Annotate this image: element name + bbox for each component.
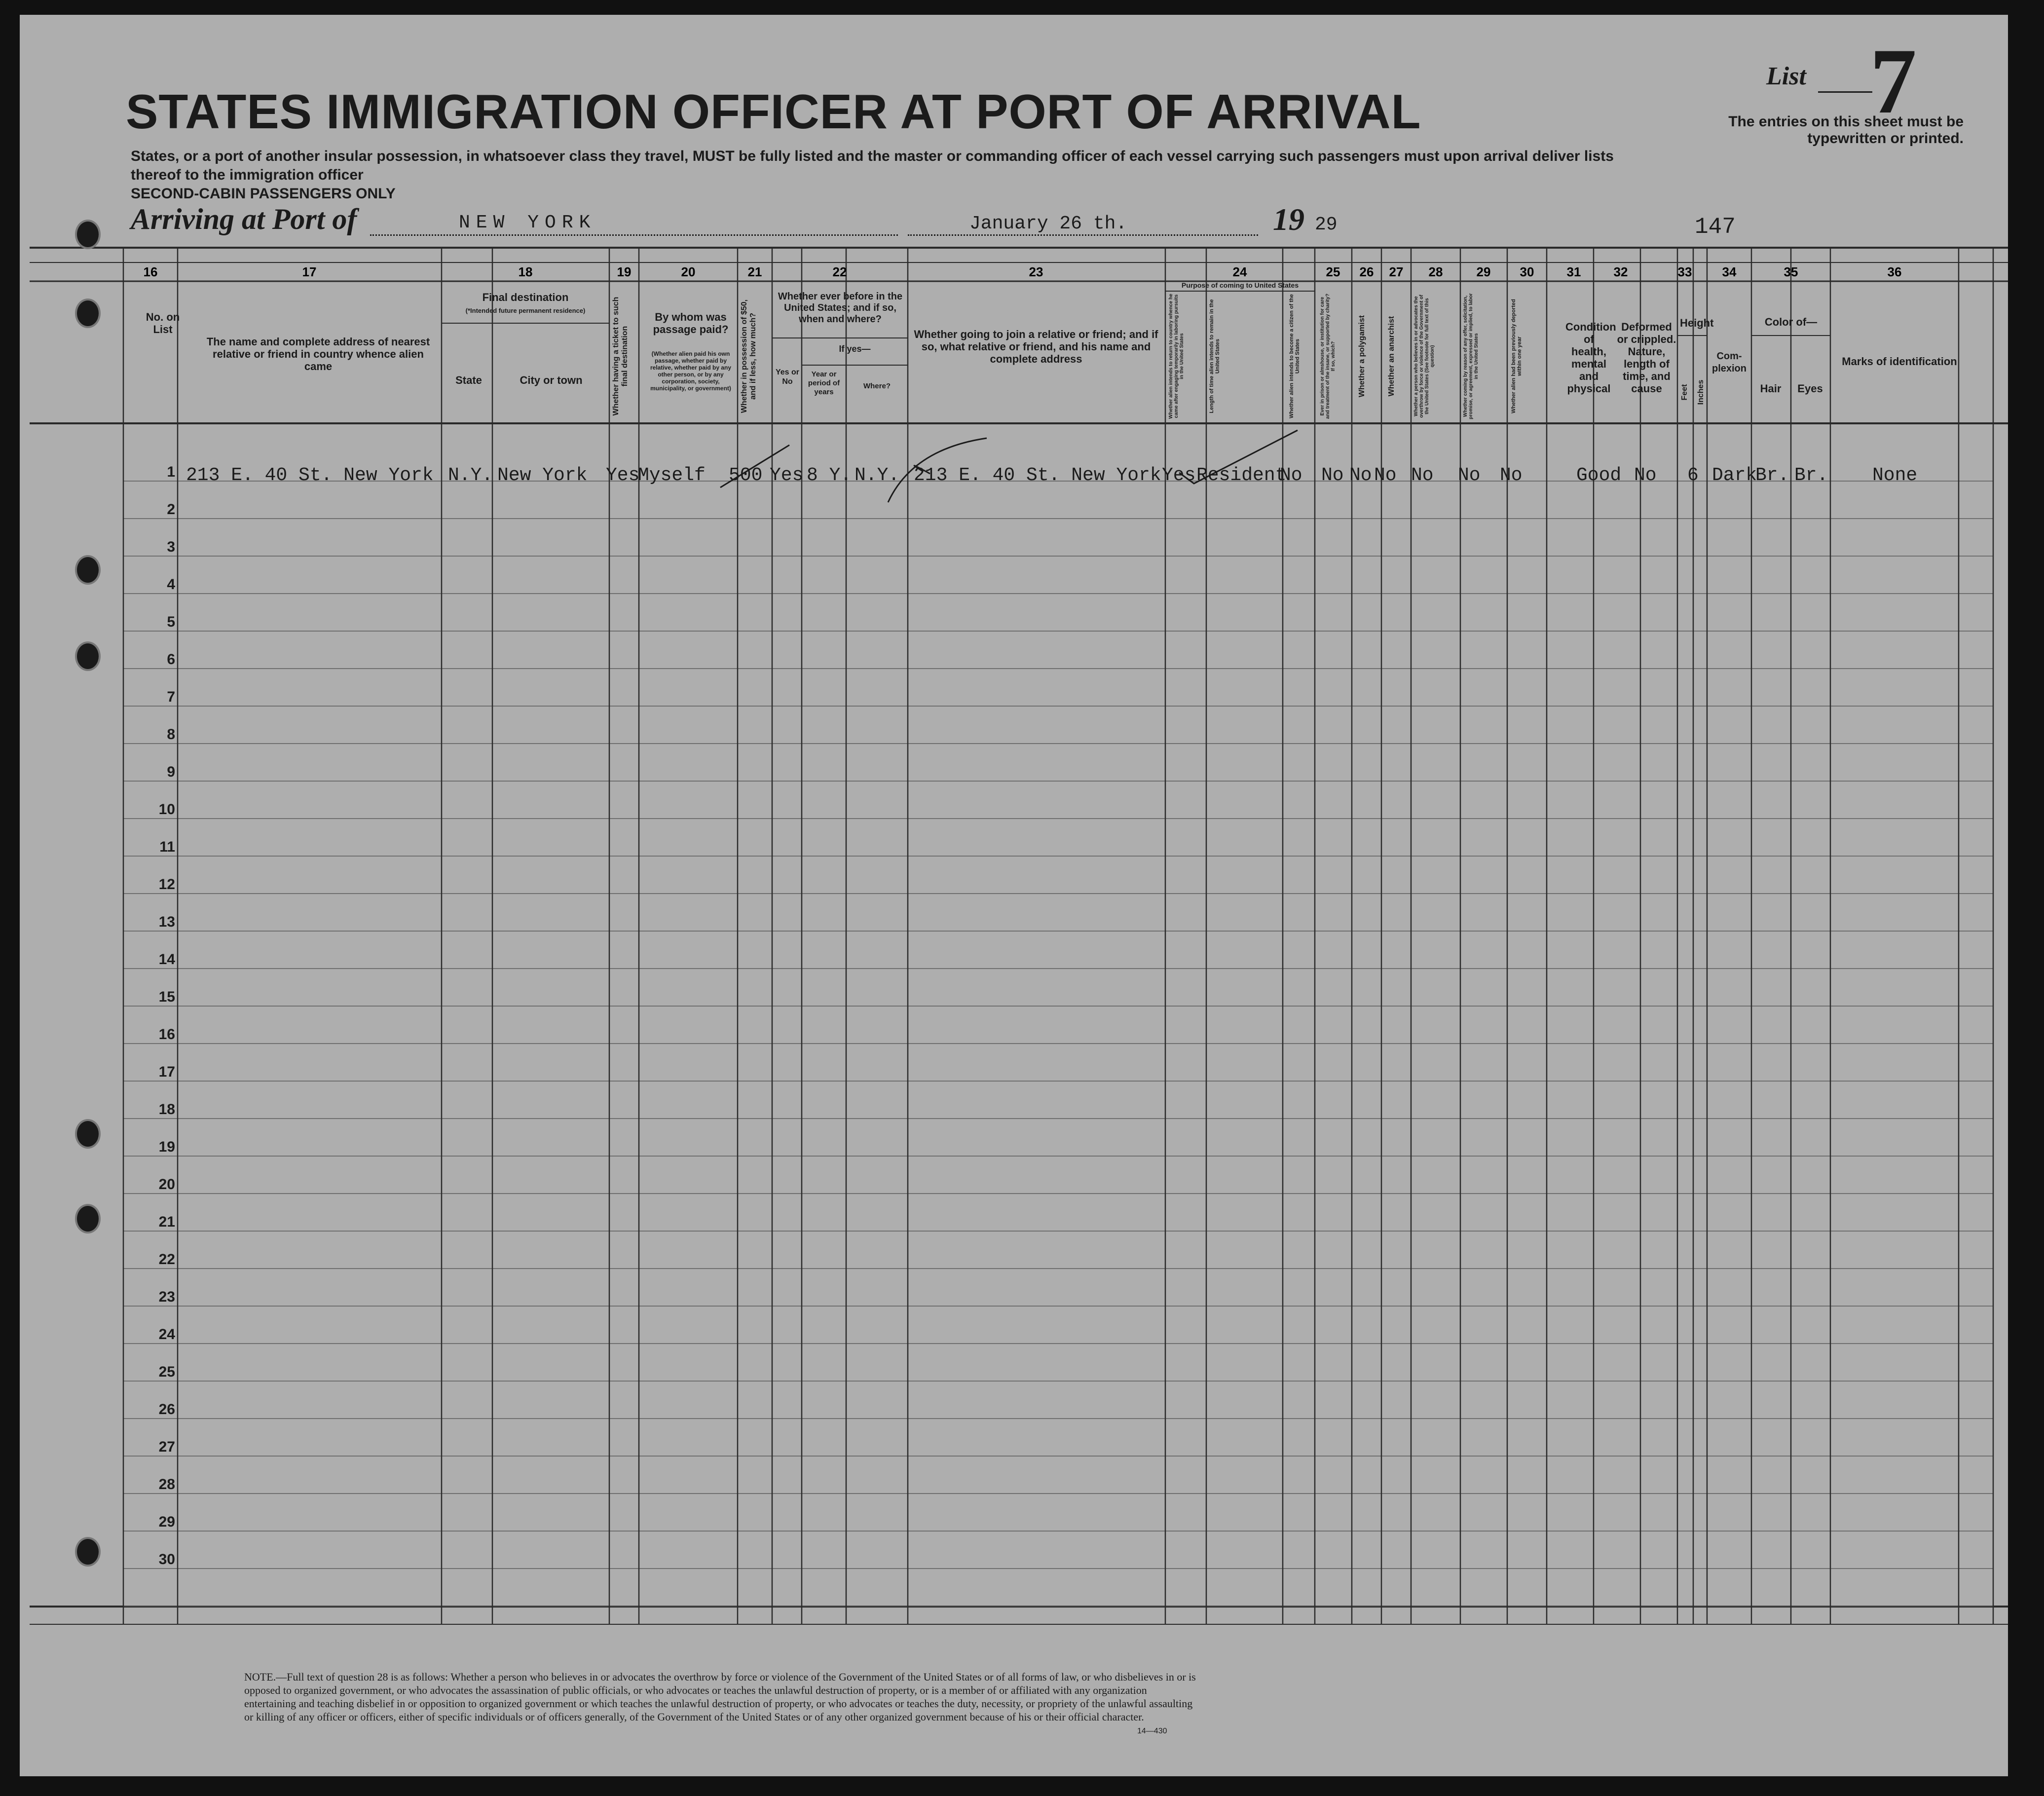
check-marks — [20, 15, 2008, 558]
column-number: 32 — [1613, 264, 1628, 279]
row-number: 7 — [167, 689, 175, 705]
header-yes-or-no: Yes or No — [775, 368, 800, 386]
column-number: 17 — [302, 264, 317, 279]
cell-purpose-length: Resident — [1196, 465, 1287, 486]
cell-ever-before: Yes — [770, 465, 804, 486]
header-purpose-citizen: Whether alien intends to become a citizen of the United States — [1289, 294, 1301, 418]
column-number: 27 — [1389, 264, 1404, 279]
year-value: 29 — [1315, 214, 1338, 235]
row-number: 14 — [158, 951, 175, 968]
row-number: 20 — [158, 1176, 175, 1193]
date-value: January 26 th. — [969, 213, 1127, 234]
binding-hole — [75, 299, 101, 328]
manifest-sheet — [20, 15, 2008, 1776]
header-join-relative: Whether going to join a relative or friend; and if so, what relative or friend, and his name and complete address — [914, 328, 1158, 365]
cell-ticket: Yes — [606, 465, 640, 486]
row-number: 4 — [167, 576, 175, 593]
cell-join-relative: 213 E. 40 St. New York — [914, 465, 1161, 486]
column-number: 29 — [1476, 264, 1491, 279]
row-number: 21 — [158, 1214, 175, 1230]
header-final-destination: Final destination — [482, 291, 569, 303]
column-number: 33 — [1677, 264, 1692, 279]
row-number: 26 — [158, 1401, 175, 1418]
header-polygamist: Whether a polygamist — [1358, 315, 1366, 398]
row-number: 29 — [158, 1514, 175, 1530]
cell-relative-address: 213 E. 40 St. New York — [186, 465, 434, 486]
header-inches: Inches — [1697, 379, 1705, 405]
cell-state: N.Y. — [448, 465, 493, 486]
row-number: 27 — [158, 1439, 175, 1455]
row-number: 9 — [167, 764, 175, 780]
header-city: City or town — [520, 374, 583, 386]
binding-hole — [75, 641, 101, 671]
row-number: 5 — [167, 614, 175, 630]
footnote: NOTE.—Full text of question 28 is as follows: Whether a person who believes in or advocates the overthrow by force or violence of the Government of the United States or of all forms of law, or who disbelieves in or is opposed to organized government, or who advocates the assassination of public officials, or who advocates or teaches the unlawful destruction of property, or is a member of or affiliated with any organization entertaining and teaching disbelief in or opposition to organized government or which teaches the unlawful destruction of property, or who advocates or teaches the duty, necessity, or propriety of the unlawful assaulting or killing of any officer or officers, either of specific individuals or of officers generally, of the Government of the United States or of any other organized government because of his or their official character. — [244, 1671, 1196, 1723]
list-note: The entries on this sheet must be typewritten or printed. — [1728, 113, 1964, 147]
header-feet: Feet — [1680, 384, 1689, 401]
column-number: 34 — [1722, 264, 1737, 279]
cell-deformed: No — [1634, 465, 1657, 486]
cell-polygamist: No — [1349, 465, 1372, 486]
header-passage-paid-note: (Whether alien paid his own passage, whether paid by relative, whether paid by any other person, or by any corporation, society, municipality, or government) — [650, 350, 732, 392]
row-number: 23 — [158, 1289, 175, 1305]
list-label: List — [1766, 62, 1806, 90]
row-number: 6 — [167, 651, 175, 668]
cell-complexion: Dark — [1712, 465, 1757, 486]
instruction-line-2: SECOND-CABIN PASSENGERS ONLY — [131, 186, 396, 202]
binding-hole — [75, 1537, 101, 1567]
header-state: State — [455, 374, 482, 386]
column-number: 26 — [1359, 264, 1374, 279]
column-number: 35 — [1784, 264, 1798, 279]
form-title: STATES IMMIGRATION OFFICER AT PORT OF ARRIVAL — [126, 84, 1421, 139]
cell-anarchist: No — [1374, 465, 1397, 486]
column-number: 20 — [681, 264, 696, 279]
header-relative-address: The name and complete address of nearest relative or friend in country whence alien came — [206, 336, 430, 373]
cell-health: Good — [1576, 465, 1622, 486]
cell-eyes: Br. — [1794, 465, 1828, 486]
column-number: 19 — [617, 264, 632, 279]
row-number: 2 — [167, 501, 175, 518]
list-number: 7 — [1870, 30, 1917, 133]
header-ever-before: Whether ever before in the United States; and if so, when and where? — [778, 291, 903, 325]
header-purpose-length: Length of time alien intends to remain in the United States — [1209, 299, 1221, 413]
column-number: 24 — [1232, 264, 1247, 279]
header-if-yes: If yes— — [839, 344, 871, 354]
header-q29: Whether coming by reason of any offer, solicitation, promise, or agreement, expressed or implied, to labor in the United States — [1463, 293, 1479, 419]
row-number: 10 — [158, 801, 175, 818]
header-ticket: Whether having a ticket to such final destination — [612, 297, 629, 416]
cell-purpose-return: Yes — [1162, 465, 1196, 486]
row-number: 1 — [167, 464, 175, 480]
row-number: 3 — [167, 539, 175, 555]
binding-hole — [75, 220, 101, 249]
header-purpose: Purpose of coming to United States — [1181, 281, 1299, 289]
header-q28: Whether a person who believes in or advocates the overthrow by force or violence of the Government of the United States (See footnote for full text of this question) — [1413, 295, 1435, 418]
header-deformed: Deformed or crippled. Nature, length of time, and cause — [1617, 321, 1676, 395]
form-number: 14—430 — [1137, 1727, 1167, 1735]
cell-marks: None — [1872, 465, 1918, 486]
header-health: Condition of health, mental and physical — [1565, 321, 1616, 395]
row-number: 24 — [158, 1326, 175, 1343]
cell-passage-paid: Myself — [638, 465, 706, 486]
column-number: 21 — [747, 264, 762, 279]
arriving-label: Arriving at Port of — [131, 203, 357, 235]
cell-prison: No — [1321, 465, 1344, 486]
header-complexion: Com-plexion — [1711, 351, 1747, 374]
header-color-of: Color of— — [1764, 316, 1818, 328]
row-number: 25 — [158, 1364, 175, 1380]
cell-feet: 6 — [1687, 465, 1699, 486]
row-number: 17 — [158, 1064, 175, 1080]
row-number: 15 — [158, 989, 175, 1005]
cell-years: 8 Y. — [807, 465, 852, 486]
header-final-destination-note: (*Intended future permanent residence) — [465, 307, 586, 314]
row-number: 30 — [158, 1551, 175, 1568]
column-number: 16 — [143, 264, 158, 279]
cell-q29: No — [1458, 465, 1481, 486]
column-number: 28 — [1428, 264, 1443, 279]
binding-hole — [75, 1119, 101, 1149]
cell-possession: 500 — [729, 465, 763, 486]
header-height: Height — [1680, 317, 1714, 329]
header-hair: Hair — [1760, 382, 1782, 395]
header-q30: Whether alien had been previously deported within one year — [1511, 299, 1523, 413]
column-number: 36 — [1887, 264, 1902, 279]
column-number: 18 — [518, 264, 533, 279]
row-number: 12 — [158, 876, 175, 893]
column-number: 23 — [1029, 264, 1043, 279]
header-marks: Marks of identification — [1842, 355, 1957, 368]
cell-q28: No — [1411, 465, 1434, 486]
header-where: Where? — [863, 382, 891, 390]
binding-hole — [75, 555, 101, 585]
header-anarchist: Whether an anarchist — [1387, 316, 1396, 397]
column-number: 31 — [1566, 264, 1581, 279]
cell-hair: Br. — [1755, 465, 1789, 486]
cell-q30: No — [1500, 465, 1523, 486]
header-prison: Ever in prison or almshouse, or institution for care and treatment of the insane, or supported by charity? If so, which? — [1320, 294, 1336, 419]
cell-purpose-citizen: No — [1280, 465, 1302, 486]
header-possession: Whether in possession of $50, and if less, how much? — [740, 299, 757, 413]
cell-city: New York — [497, 465, 588, 486]
header-no-on-list: No. on List — [146, 311, 180, 336]
page-number: 147 — [1695, 214, 1736, 240]
header-passage-paid: By whom was passage paid? — [653, 311, 729, 336]
row-number: 16 — [158, 1026, 175, 1043]
cell-where: N.Y. — [855, 465, 900, 486]
row-number: 11 — [159, 839, 175, 855]
row-number: 28 — [158, 1476, 175, 1493]
row-number: 19 — [158, 1139, 175, 1155]
header-year-period: Year or period of years — [808, 370, 840, 396]
instruction-line-1: States, or a port of another insular possession, in whatsoever class they travel, MUST be fully listed and the master or commanding officer of each vessel carrying such passengers must upon arrival deliver lists thereof to the immigration officer — [131, 148, 1614, 183]
binding-hole — [75, 1204, 101, 1234]
port-value: NEW YORK — [459, 212, 596, 233]
column-number: 30 — [1520, 264, 1534, 279]
header-purpose-return: Whether alien intends to return to country whence he came after engaging temporarily in laboring pursuits in the United States — [1168, 294, 1185, 419]
header-eyes: Eyes — [1797, 382, 1823, 395]
column-number: 22 — [832, 264, 847, 279]
row-number: 22 — [158, 1251, 175, 1268]
row-number: 18 — [158, 1101, 175, 1118]
row-number: 8 — [167, 726, 175, 743]
column-number: 25 — [1326, 264, 1340, 279]
row-number: 13 — [158, 914, 175, 930]
year-prefix: 19 — [1273, 202, 1304, 237]
